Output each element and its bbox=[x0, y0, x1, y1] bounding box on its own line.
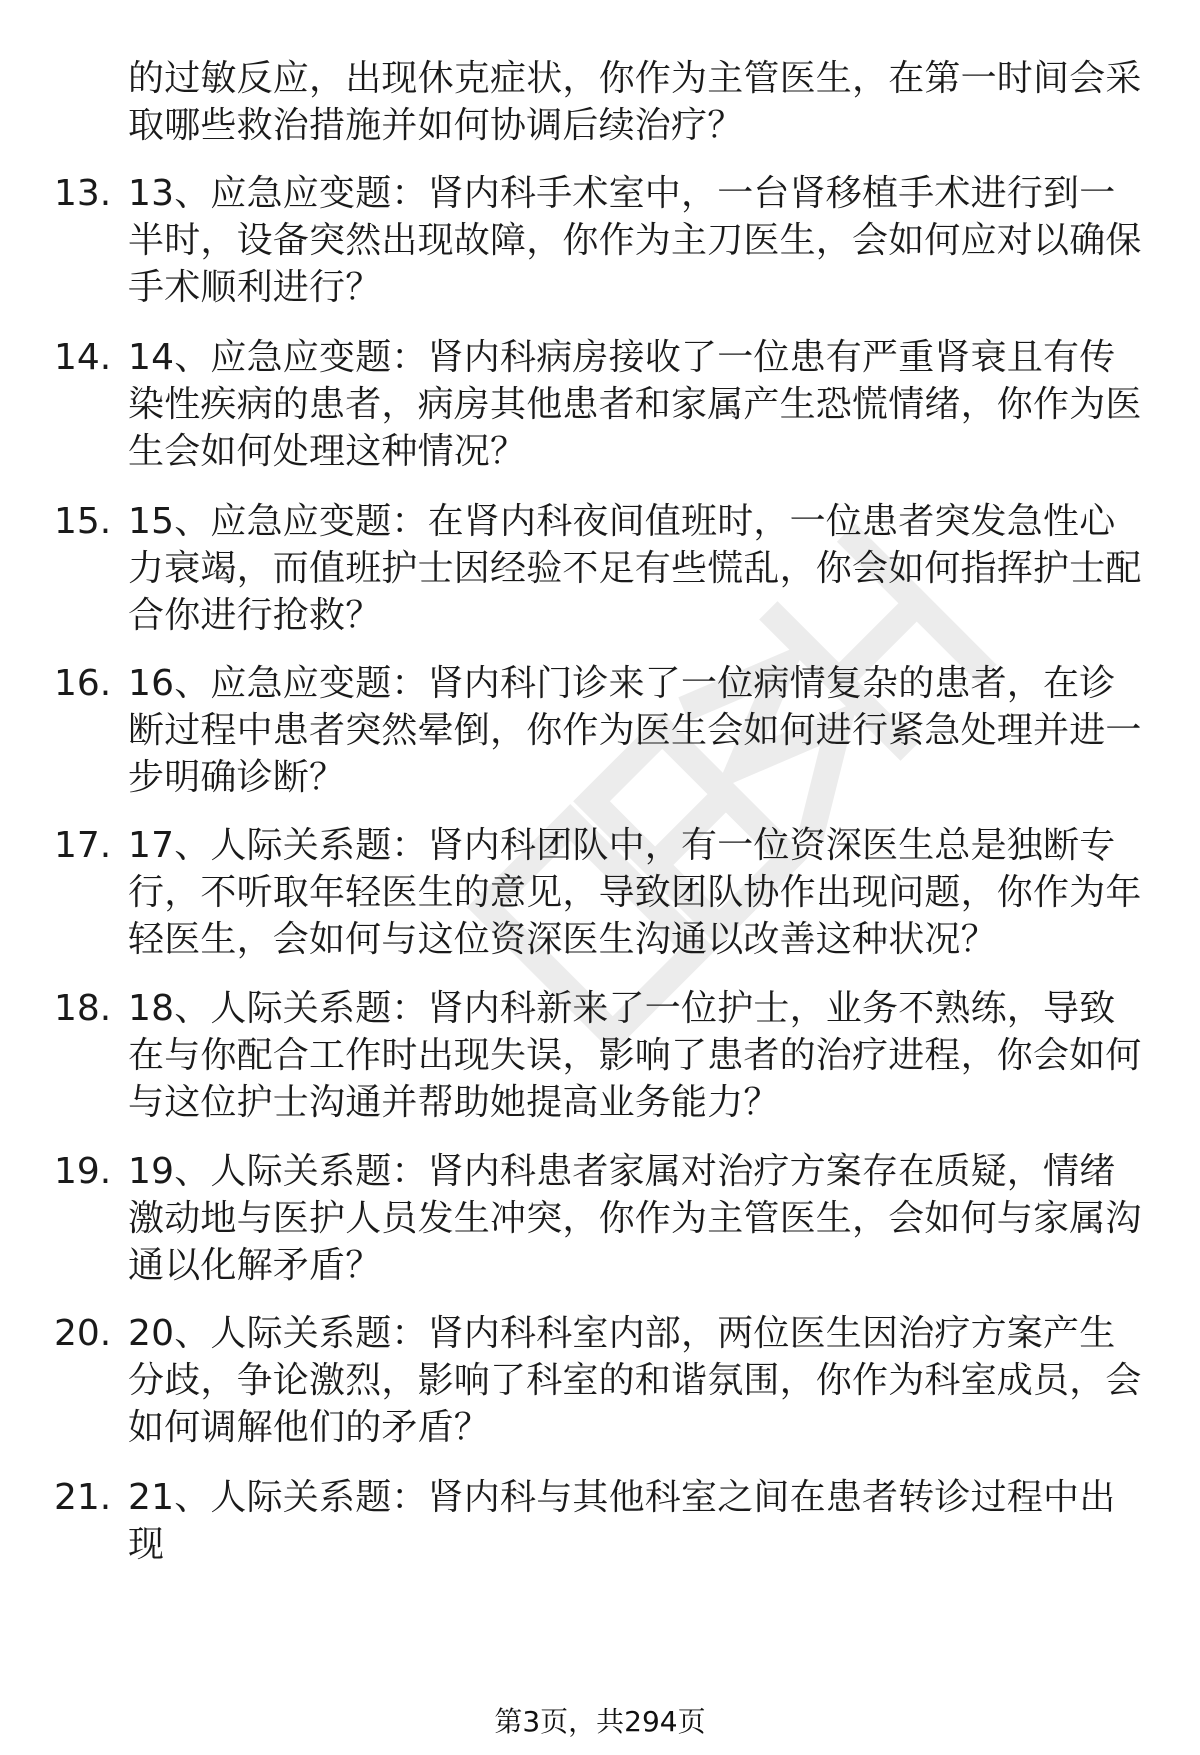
list-number: 19. bbox=[54, 1151, 112, 1192]
list-number: 13. bbox=[54, 173, 112, 214]
question-text: 15、应急应变题：在肾内科夜间值班时，一位患者突发急性心力衰竭，而值班护士因经验不足有些慌乱，你会如何指挥护士配合你进行抢救？ bbox=[128, 501, 1142, 636]
question-text: 16、应急应变题：肾内科门诊来了一位病情复杂的患者，在诊断过程中患者突然晕倒，你作为医生会如何进行紧急处理并进一步明确诊断？ bbox=[128, 663, 1142, 798]
list-number: 17. bbox=[54, 825, 112, 866]
question-text: 21、人际关系题：肾内科与其他科室之间在患者转诊过程中出现 bbox=[128, 1477, 1116, 1565]
list-number: 21. bbox=[54, 1477, 112, 1518]
question-text: 14、应急应变题：肾内科病房接收了一位患有严重肾衰且有传染性疾病的患者，病房其他患者和家属产生恐慌情绪，你作为医生会如何处理这种情况？ bbox=[128, 337, 1142, 472]
list-number: 14. bbox=[54, 337, 112, 378]
question-text: 20、人际关系题：肾内科科室内部，两位医生因治疗方案产生分歧，争论激烈，影响了科室的和谐氛围，你作为科室成员，会如何调解他们的矛盾？ bbox=[128, 1313, 1142, 1448]
list-number: 16. bbox=[54, 663, 112, 704]
continuation-paragraph: 的过敏反应，出现休克症状，你作为主管医生，在第一时间会采取哪些救治措施并如何协调后续治疗？ bbox=[128, 58, 1142, 146]
list-number: 15. bbox=[54, 501, 112, 542]
list-number: 18. bbox=[54, 988, 112, 1029]
question-text: 18、人际关系题：肾内科新来了一位护士，业务不熟练，导致在与你配合工作时出现失误，影响了患者的治疗进程，你会如何与这位护士沟通并帮助她提高业务能力？ bbox=[128, 988, 1142, 1123]
question-text: 13、应急应变题：肾内科手术室中，一台肾移植手术进行到一半时，设备突然出现故障，你作为主刀医生，会如何应对以确保手术顺利进行？ bbox=[128, 173, 1142, 308]
page-footer: 第3页，共294页 bbox=[494, 1705, 706, 1738]
question-text: 19、人际关系题：肾内科患者家属对治疗方案存在质疑，情绪激动地与医护人员发生冲突，你作为主管医生，会如何与家属沟通以化解矛盾？ bbox=[128, 1151, 1142, 1286]
question-text: 17、人际关系题：肾内科团队中，有一位资深医生总是独断专行，不听取年轻医生的意见，导致团队协作出现问题，你作为年轻医生，会如何与这位资深医生沟通以改善这种状况？ bbox=[128, 825, 1142, 960]
list-number: 20. bbox=[54, 1313, 112, 1354]
